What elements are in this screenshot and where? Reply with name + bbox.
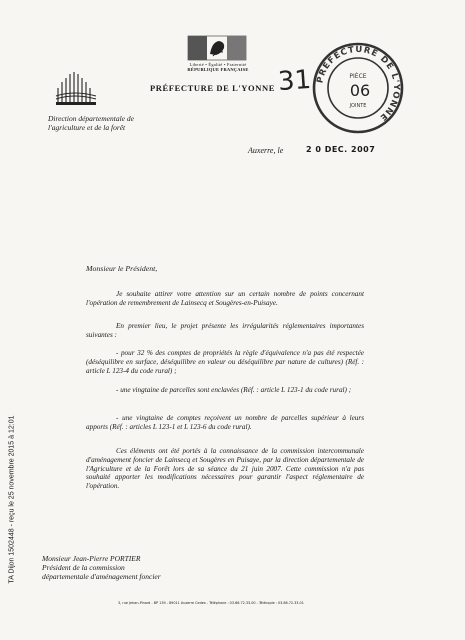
date-place: Auxerre, le bbox=[248, 146, 284, 155]
receipt-side-note: TA Dijon 1502448 - reçu le 25 novembre 2015 à 12:01 bbox=[8, 415, 16, 584]
stamp-inner-top: PIÈCE bbox=[349, 73, 367, 80]
paragraph-intro: Je souhaite attirer votre attention sur un certain nombre de points concernant l'opération de remembrement de Lainsecq et Sougères-en-Puisaye. bbox=[86, 290, 364, 307]
agriculture-logo-icon bbox=[52, 68, 100, 108]
paragraph-enclaves: - une vingtaine de parcelles sont enclavées (Réf. : article L 123-1 du code rural) ; bbox=[116, 386, 352, 394]
addressee-block bbox=[42, 554, 202, 582]
handwritten-number: 31 bbox=[276, 64, 313, 98]
marianne-logo-icon bbox=[186, 34, 248, 62]
addressee-line3: départementale d'aménagement foncier bbox=[42, 572, 161, 582]
paragraph-commission: Ces éléments ont été portés à la connaissance de la commission intercommunale d'aménagement foncier de Lainsecq et Sougères en Puisaye, par la direction départementale de l'Agriculture et de la Forêt lors de sa séance du 21 juin 2007. Cette commission n'a pas souhaité apporter les modifications nécessaires pour garantir l'aspect réglementaire de l'opération. bbox=[86, 447, 364, 491]
republique-text: RÉPUBLIQUE FRANÇAISE bbox=[187, 67, 249, 72]
paragraph-irregularities: En premier lieu, le projet présente les irrégularités réglementaires importantes suivantes : bbox=[86, 322, 364, 339]
stamp-outer-text: PRÉFECTURE DE L'YONNE bbox=[315, 44, 402, 123]
addressee-name: Monsieur Jean-Pierre PORTIER bbox=[42, 554, 141, 563]
motto-text: Liberté • Égalité • Fraternité bbox=[189, 62, 247, 67]
salutation: Monsieur le Président, bbox=[86, 264, 158, 273]
paragraph-equivalence: - pour 32 % des comptes de propriétés la règle d'équivalence n'a pas été respectée (déséquilibre en surface, déséquilibre en valeur ou déséquilibre par nature de cultures) (Réf. : article L 123-4 du code rural) ; bbox=[86, 349, 364, 375]
sender-direction: Direction départementale de l'agriculture et de la forêt bbox=[48, 114, 134, 132]
addressee-line2: Président de la commission bbox=[42, 563, 125, 573]
paragraph-comptes: - une vingtaine de comptes reçoivent un nombre de parcelles supérieur à leurs apports (Réf. : articles L 123-1 et L 123-6 du code rural). bbox=[86, 414, 364, 431]
prefecture-title: PRÉFECTURE DE L'YONNE bbox=[150, 83, 276, 93]
date-stamp: 2 0 DEC. 2007 bbox=[306, 145, 376, 154]
prefecture-stamp-icon bbox=[304, 34, 412, 142]
footer-address: 3, rue Jehan-Pinard - BP 139 - 89011 Auxerre Cedex - Téléphone : 03.86.72.33.00 - Télécopie : 03.86.72.33.01 bbox=[118, 601, 304, 605]
republic-motto bbox=[180, 62, 256, 72]
stamp-inner-bottom: JOINTE bbox=[349, 103, 367, 109]
stamp-number: 06 bbox=[349, 81, 371, 100]
